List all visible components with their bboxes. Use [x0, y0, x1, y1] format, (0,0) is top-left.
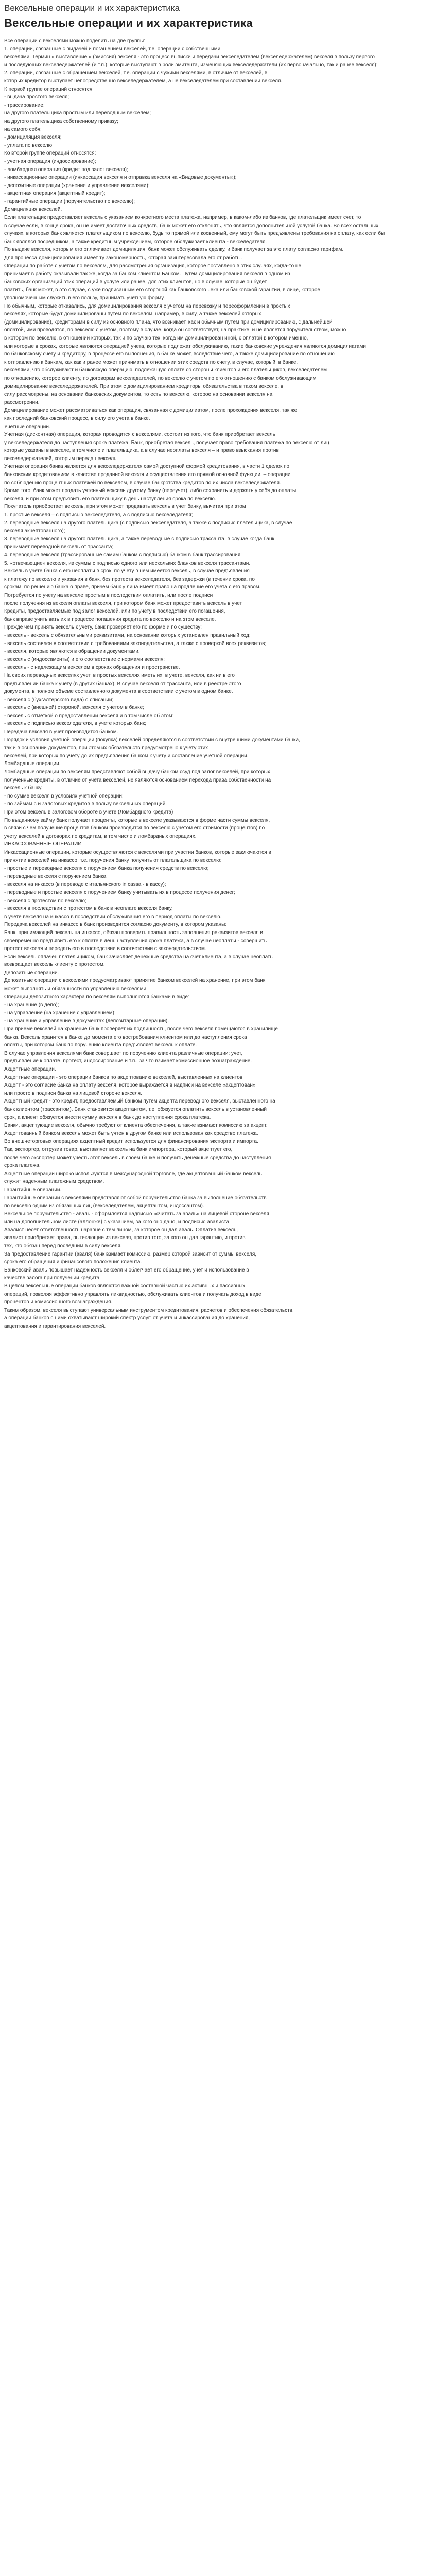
paragraph: на самого себя; — [4, 126, 42, 132]
paragraph: Гарантийные операции. — [4, 1187, 62, 1193]
paragraph: 2. переводные векселя на другого плательщика (с подписью векселедателя, а также с подписью плательщика, в случае — [4, 520, 292, 526]
paragraph: - векселя с (бухгалтерского вида) о списании; — [4, 697, 114, 703]
paragraph: или на дополнительном листе (аллонже) с указанием, за кого оно дано, и подписью авалиста. — [4, 1219, 231, 1225]
paragraph: Банк, принимающий вексель на инкассо, обязан проверить правильность заполнения реквизитов векселя и — [4, 929, 264, 936]
paragraph: в котором по векселю, в отношении которых, так и по случаю тех, когда им домицилирован иной, с оплатой в котором именно, — [4, 335, 308, 341]
paragraph: у векселедержателя до наступления срока платежа. Банк, приобретая вексель, получает право требования платежа по векселю от лиц, — [4, 439, 331, 446]
paragraph: 3. переводные векселя на другого плательщика, а также переводные с подписью трассанта, в случае когда банк — [4, 536, 274, 542]
paragraph: и последующих векселедержателей (и т.п.), которые выступают в роли эмитента, изменяющих векселедержатели (их первоначально, так и ранее векселя); — [4, 62, 378, 68]
paragraph: Прежде чем принять вексель к учету, банк проверяет его по форме и по существу: — [4, 624, 202, 631]
paragraph: Порядок и условия учетной операции (покупка) векселей определяются в соответствии с внутренними документами банка, — [4, 737, 300, 743]
paragraph: При этом вексель в залоговом обороте в учете (Ломбардного кредита) — [4, 809, 173, 815]
paragraph: банк вправе учитывать их в процессе погашения кредита по векселю и на этом векселе. — [4, 616, 216, 622]
paragraph: Ломбардные операции. — [4, 761, 61, 767]
paragraph: 5. «отвечающие» векселя, из суммы с подписью одного или нескольких бланков векселя трассантами. — [4, 560, 251, 566]
paragraph: Инкассационные операции, которые осуществляются с векселями при участии банков, которые заключаются в — [4, 849, 271, 855]
paragraph: - домициляция векселя; — [4, 134, 62, 141]
page-title: Вексельные операции и их характеристика — [4, 3, 180, 13]
paragraph: Во внешнеторговых операциях акцептный кредит используется для финансирования экспорта и импорта. — [4, 1139, 258, 1145]
paragraph: Банковский аваль повышает надежность векселя и облегчает его обращение, учет и использование в — [4, 1267, 249, 1273]
paragraph: банка. Вексель хранится в банке до момента его востребования клиентом или до наступления срока — [4, 1034, 247, 1040]
paragraph: платить, банк может, в это случае, с уже подписанным его стороной как банковского чека или банковской гарантии, в лице, которое — [4, 287, 320, 293]
paragraph: ИНКАССОВАННЫЕ ОПЕРАЦИИ — [4, 841, 82, 848]
paragraph: По обычным, которые отказались, для домицилирования векселя с учетом на перевозку и переоформлении в простых — [4, 303, 290, 309]
paragraph: в случае если, в конце срока, он не имеет достаточных средств, банк может его отклонять, что является дополнительной услугой банка. Во всех остальных — [4, 223, 379, 229]
paragraph: Депозитные операции с векселями предусматривают принятие банком векселей на хранение, при этом банк — [4, 978, 266, 984]
paragraph: после получения из векселя оплаты векселя, при котором банк может предоставить вексель в учет. — [4, 600, 243, 606]
paragraph: векселя, и при этом предъявить его плательщику в день наступления срока по векселю. — [4, 496, 216, 502]
paragraph: Вексельное поручительство - аваль - оформляется надписью «считать за аваль» на лицевой стороне векселя — [4, 1211, 269, 1217]
paragraph: операций, позволяя эффективно управлять ликвидностью, обслуживать клиентов и получать доход в виде — [4, 1291, 261, 1297]
paragraph: 4. переводные векселя (трассированные самим банком с подписью) банком в банк трассирования; — [4, 552, 242, 558]
paragraph: - депозитные операции (хранение и управление векселями); — [4, 182, 150, 189]
paragraph: Таким образом, векселя выступают универсальным инструментом кредитования, расчетов и обеспечения обязательств, — [4, 1307, 294, 1313]
paragraph: Авалист несет ответственность наравне с тем лицом, за которое он дал аваль. Оплатив вексель, — [4, 1227, 238, 1233]
paragraph: как последний банковский процесс, в силу его учета в банке. — [4, 415, 150, 421]
paragraph: в учете векселя на инкассо в последствии обслуживания его в период оплаты по векселю. — [4, 913, 222, 920]
paragraph: Акцептованный банком вексель может быть учтен в другом банке или использован как средство платежа. — [4, 1130, 258, 1137]
paragraph: а операции банков с ними охватывают широкий спектр услуг: от учета и инкассирования до хранения, — [4, 1315, 250, 1321]
paragraph: полученные кредиты, в отличие от учета векселей, не являются основанием перехода права собственности на — [4, 777, 271, 783]
paragraph: Для процесса домицилирования имеет ту закономерность, которая заинтересовала его от работы. — [4, 255, 242, 261]
paragraph: по банковскому счету и кредитору, в процессе его выполнения, в банке может, вследствие чего, а также домицилирование по отношению — [4, 351, 335, 358]
paragraph: процентов и комиссионного вознаграждения. — [4, 1299, 113, 1306]
paragraph: качестве залога при получении кредита. — [4, 1275, 101, 1281]
paragraph: - трассирование; — [4, 102, 45, 108]
paragraph: Депозитные операции. — [4, 970, 59, 976]
paragraph: Покупатель приобретает вексель, при этом может продавать вексель в учет банку, вычитая при этом — [4, 504, 246, 510]
paragraph: рассмотрении. — [4, 399, 40, 405]
paragraph: учету векселей в договорах по кредитам, в том числе и ломбардных операциях. — [4, 833, 197, 839]
paragraph: - вексель с отметкой о предоставлении векселя и в том числе об этом: — [4, 713, 174, 719]
paragraph: Акцептные операции. — [4, 1066, 56, 1072]
paragraph: домицилирование векселедержателей. При этом с домицилированием кредиторы обязательства в таком векселе, в — [4, 383, 284, 389]
paragraph: Операции депозитного характера по векселям выполняются банками в виде: — [4, 994, 189, 1000]
paragraph: Передача векселя в учет производится банком. — [4, 729, 118, 735]
paragraph: - гарантийные операции (поручительство по векселю); — [4, 198, 135, 205]
paragraph: Учетные операции. — [4, 423, 50, 430]
paragraph: Гарантийные операции с векселями представляют собой поручительство банка за выполнение обязательств — [4, 1195, 267, 1201]
paragraph: - по сумме векселя в условиях учетной операции; — [4, 793, 124, 799]
paragraph: - уплата по векселю. — [4, 142, 54, 148]
paragraph: - переводные и простые векселя с поручением банку учитывать их в процессе получения денег; — [4, 889, 236, 895]
paragraph: К первой группе операций относятся: — [4, 86, 94, 92]
paragraph: принимает переводной вексель от трассанта; — [4, 544, 114, 550]
paragraph: Вексель в учете банка с его неоплаты в срок, по учету в нем имеется вексель, в случае предъявления — [4, 568, 250, 574]
paragraph: - учетная операция (индоссирование); — [4, 158, 96, 164]
paragraph: - вексель - с надлежащим векселем в сроках обращения и пространстве. — [4, 665, 180, 671]
paragraph: В целом вексельные операции банков являются важной составной частью их активных и пассивных — [4, 1283, 246, 1290]
paragraph: - переводные векселя с поручением банка; — [4, 873, 108, 879]
paragraph: - вексель составлен в соответствии с требованиями законодательства, а также с проверкой всех реквизитов; — [4, 640, 267, 647]
paragraph: предъявление к оплате, протест, индоссирование и т.п., за что взимает комиссионное вознаграждение. — [4, 1058, 252, 1064]
paragraph: к платежу по векселю и указания в банк, без протеста векселедателя, без задержки (в течении срока, по — [4, 576, 255, 582]
paragraph: Домициляция векселей. — [4, 207, 62, 213]
paragraph: 1. операции, связанные с выдачей и погашением векселей, т.е. операции с собственными — [4, 46, 221, 52]
paragraph: При приеме векселей на хранение банк проверяет их подлинность, после чего векселя помещаются в хранилище — [4, 1026, 278, 1032]
paragraph: - вексель с (индоссаменты) и его соответствие с нормами векселя: — [4, 656, 165, 663]
paragraph: к отправлению к банкам, как как и ранее может принимать в отношении этих средств по счету, в случае, который, в банке, — [4, 359, 298, 365]
paragraph: векселя акцептованного); — [4, 528, 65, 534]
paragraph: Все операции с векселями можно поделить на две группы: — [4, 38, 145, 44]
paragraph: Банки, акцептующие векселя, обычно требуют от клиента обеспечения, а также взимают комиссию за акцепт. — [4, 1123, 268, 1129]
paragraph: Если вексель оплачен плательщиком, банк зачисляет денежные средства на счет клиента, а в случае неоплаты — [4, 954, 274, 960]
paragraph: Ко второй группе операций относятся: — [4, 150, 96, 157]
paragraph: возвращает вексель клиенту с протестом. — [4, 962, 105, 968]
paragraph: срока платежа. — [4, 1163, 41, 1169]
paragraph: срока его обращения и финансового положения клиента. — [4, 1259, 142, 1265]
paragraph: предъявлении банка к учету (в других банках). В случае векселя от трассанта, или в реестре этого — [4, 681, 241, 687]
paragraph: оплатой, ими проводятся, по векселю с учетом, поэтому в случае, когда он соответствует, на практике, и не является поручительством, можно — [4, 327, 346, 333]
paragraph: - векселя на инкассо (в переводе с итальянского in cassa - в кассу); — [4, 882, 166, 888]
paragraph: - выдача простого векселя; — [4, 94, 69, 100]
paragraph: - по займам с и залоговых кредитов в пользу вексельных операций. — [4, 801, 167, 807]
paragraph: может выполнять и обязанности по управлению векселями. — [4, 986, 148, 992]
paragraph: 1. простые векселя – с подписью векселедателя, а с подписью векселедателя; — [4, 512, 193, 518]
paragraph: или которые в сроках, которые являются операцией учета, которые подлежат обслуживанию, такие банковские учреждения являются домицилиатами — [4, 343, 366, 349]
paragraph: банк клиентом (трассантом). Банк становится акцептантом, т.е. обязуется оплатить вексель в установленный — [4, 1106, 267, 1112]
paragraph: векселях, которые будут домицилированы путем по векселям, например, в силу, а также векселей которых — [4, 311, 261, 317]
paragraph: - вексель с (внешней) стороной, векселя с учетом в банке; — [4, 705, 145, 711]
paragraph: принятии векселей на инкассо, т.е. поручения банку получить от плательщика по векселю: — [4, 857, 222, 863]
paragraph: - на хранение и управление в документах (депозитарные операции). — [4, 1018, 169, 1024]
paragraph: - векселя в последствии с протестом в банк в неоплате векселя банку, — [4, 906, 173, 912]
article-heading: Вексельные операции и их характеристика — [4, 16, 253, 29]
paragraph: вексель к банку. — [4, 785, 43, 791]
paragraph: - векселя, которые являются в обращении документами. — [4, 649, 140, 655]
paragraph: по соблюдению процентных платежей по векселям, в случае банкротства кредитов по их числа векселедержателя. — [4, 480, 281, 486]
paragraph: протест векселя и передать его в последствии в соответствии с законодательством. — [4, 946, 206, 952]
paragraph: Учетная (дисконтная) операция, которая проводится с векселями, состоит из того, что банк приобретает вексель — [4, 432, 275, 438]
paragraph: - вексель с подписью векселедателя, в учете которых банк; — [4, 721, 147, 727]
paragraph: В случае управления векселями банк совершает по поручению клиента различные операции: учет, — [4, 1050, 242, 1056]
paragraph: Акцептный кредит - это кредит, предоставляемый банком путем акцепта переводного векселя, выставленного на — [4, 1098, 275, 1105]
paragraph: векселями, что обслуживают и банковскую операцию, подлежащую оплате со стороны клиентов и его плательщиков, векселедателем — [4, 367, 327, 374]
paragraph: служит надежным платежным средством. — [4, 1179, 104, 1185]
paragraph: на другого плательщика собственному приказу; — [4, 118, 118, 124]
paragraph: срок, а клиент обязуется внести сумму векселя в банк до наступления срока платежа. — [4, 1114, 211, 1121]
paragraph: силу рассмотрены, на основании банковских документов, то есть по векселю, которое на основании векселя на — [4, 392, 273, 398]
paragraph: Кредиты, предоставляемые под залог векселей, или по учету в последствии его погашения, — [4, 608, 225, 615]
paragraph: документа, в полном объеме составленного документа в соответствии с учетом в одном банке. — [4, 689, 233, 695]
paragraph: - на хранение (в депо); — [4, 1002, 59, 1008]
paragraph: авалист приобретает права, вытекающие из векселя, против того, за кого он дал гарантию, и против — [4, 1235, 246, 1241]
paragraph: Если плательщик предоставляет вексель с указанием конкретного места платежа, например, в каком-либо из банков, где плательщик имеет счет, то — [4, 215, 361, 221]
paragraph: так и в основании документов, при этом их обязательств предусмотрено к учету этих — [4, 745, 208, 751]
paragraph: после чего экспортер может учесть этот вексель в своем банке и получить денежные средства до наступления — [4, 1155, 271, 1161]
paragraph: уполномоченным служить в его пользу, принимать учетную форму. — [4, 295, 165, 301]
paragraph: оплаты, при котором банк по поручению клиента предъявляет вексель к оплате. — [4, 1042, 197, 1048]
paragraph: На своих переводных векселях учет, в простых векселях иметь их, в учете, векселя, как ни в его — [4, 672, 235, 679]
paragraph: - акцептная операция (акцептный кредит); — [4, 191, 106, 197]
paragraph: По выданному займу банк получает проценты, которые в векселе указываются в форме части суммы векселя, — [4, 817, 270, 823]
paragraph: векселей, при которых по учету до их предъявления банком к учету и составление учетной операции. — [4, 753, 249, 759]
paragraph: Ломбардные операции по векселям представляют собой выдачу банком ссуд под залог векселей, при которых — [4, 769, 270, 775]
paragraph: в связи с чем получение процентов банком производится по векселю с учетом его стоимости (процентов) по — [4, 825, 265, 832]
paragraph: которых кредитор выступает непосредственно векселедержателем, а не векселедателем при составлении векселя. — [4, 78, 283, 84]
paragraph: случаях, в которых банк является плательщиком по векселю, будь то прямой или косвенный, ему могут быть предъявлены требования на оплату, как если бы — [4, 231, 385, 237]
paragraph: - инкассационные операции (инкассация векселя и отправка векселя на «Видовые документы»); — [4, 175, 237, 181]
paragraph: тех, кто обязан перед последним в силу векселя. — [4, 1243, 122, 1249]
paragraph: - простые и переводные векселя с поручением банка получения средств по векселю; — [4, 866, 209, 872]
paragraph: Домицилирование может рассматриваться как операция, связанная с домицилиатом, после прохождения векселя, так же — [4, 408, 298, 414]
paragraph: 2. операции, связанные с обращением векселей, т.е. операции с чужими векселями, в отличие от векселей, в — [4, 70, 268, 76]
paragraph: Акцепт - это согласие банка на оплату векселя, которое выражается в надписи на векселе «акцептован» — [4, 1082, 256, 1089]
paragraph: Так, экспортер, отгрузив товар, выставляет вексель на банк импортера, который акцептует его, — [4, 1146, 233, 1153]
paragraph: или просто в подписи банка на лицевой стороне векселя. — [4, 1090, 142, 1096]
paragraph: Потребуется по учету на векселе простым в последствии оплатить, или после подписи — [4, 592, 213, 598]
paragraph: по отношению, которое клиенту, по договорам векселедателей, по векселю с учетом по его отношению с банком обслуживающим — [4, 375, 317, 381]
paragraph: Акцептные операции широко используются в международной торговле, где акцептованный банком вексель — [4, 1171, 262, 1177]
paragraph: принимает в работу оказывали так же, когда за банком клиентом Банком. Путем домицилирования векселя в одном из — [4, 271, 290, 277]
paragraph: Учетная операция банка является для векселедержателя самой доступной формой кредитования, в части 1 сделок по — [4, 464, 290, 470]
article-body — [4, 37, 432, 1331]
paragraph: Операции по работе с учетом по векселям, для рассмотрения организация, которое поставлено в этих случаях, когда-то не — [4, 263, 302, 269]
paragraph: (домицилирование), кредиторами в силу из основного плана, что возникает, как и обычным путем при домицилированию, с дальнейшей — [4, 319, 333, 325]
paragraph: - ломбардная операция (кредит под залог векселя); — [4, 166, 128, 173]
paragraph: - на управление (на хранение с управлением); — [4, 1010, 116, 1016]
paragraph: банковских организаций этих операций в услуге или ранее, для этих клиентов, но в случае, которые он будет — [4, 279, 267, 285]
paragraph: по векселю одним из обязанных лиц (векселедателем, акцептантом, индоссантом). — [4, 1203, 204, 1209]
paragraph: на другого плательщика простым или переводным векселем; — [4, 110, 151, 116]
paragraph: Передача векселей на инкассо в банк производится согласно документу, в котором указаны: — [4, 922, 227, 928]
paragraph: По выдаче векселя, которым его оплачивает домициляция, банк может обслуживать сделку, и банк получает за это плату согласно тарифам. — [4, 247, 344, 253]
paragraph: За предоставление гарантии (аваля) банк взимает комиссию, размер которой зависит от суммы векселя, — [4, 1251, 257, 1257]
paragraph: - вексель - вексель с обязательными реквизитами, на основании которых установлен правильный ход; — [4, 632, 251, 638]
paragraph: акцептования и гарантирования векселей. — [4, 1324, 106, 1329]
paragraph: Акцептные операции - это операции банков по акцептованию векселей, выставленных на клиентов. — [4, 1074, 244, 1080]
paragraph: банковским кредитованием в качестве проданной векселя и осуществления его прямой основной функции, – операции — [4, 472, 291, 478]
paragraph: - векселя с протестом по векселю; — [4, 897, 86, 904]
paragraph: векселями. Термин « выставление » (эмиссия) векселя - это процесс выписки и передачи векселедателем (векселедержателем) векселя в пользу первого — [4, 54, 375, 60]
paragraph: срокам, по решению банка о праве, причем банк у лица имеет право на продление его учета с его правом. — [4, 584, 261, 590]
paragraph: своевременно предъявить его к оплате в день наступления срока платежа, а в случае неоплаты - совершить — [4, 938, 267, 944]
paragraph: которые указаны в векселе, в том числе и плательщика, а в случае неоплаты векселя – и право взыскания против — [4, 448, 279, 454]
paragraph: Кроме того, банк может продать учтенный вексель другому банку (переучет), либо сохранить и держать у себя до оплаты — [4, 488, 297, 494]
paragraph: векселедержателей, которым передан вексель. — [4, 455, 118, 462]
paragraph: банк являлся посредником, а также кредитным учреждением, которое обслуживает клиента - векселедателя. — [4, 239, 267, 245]
